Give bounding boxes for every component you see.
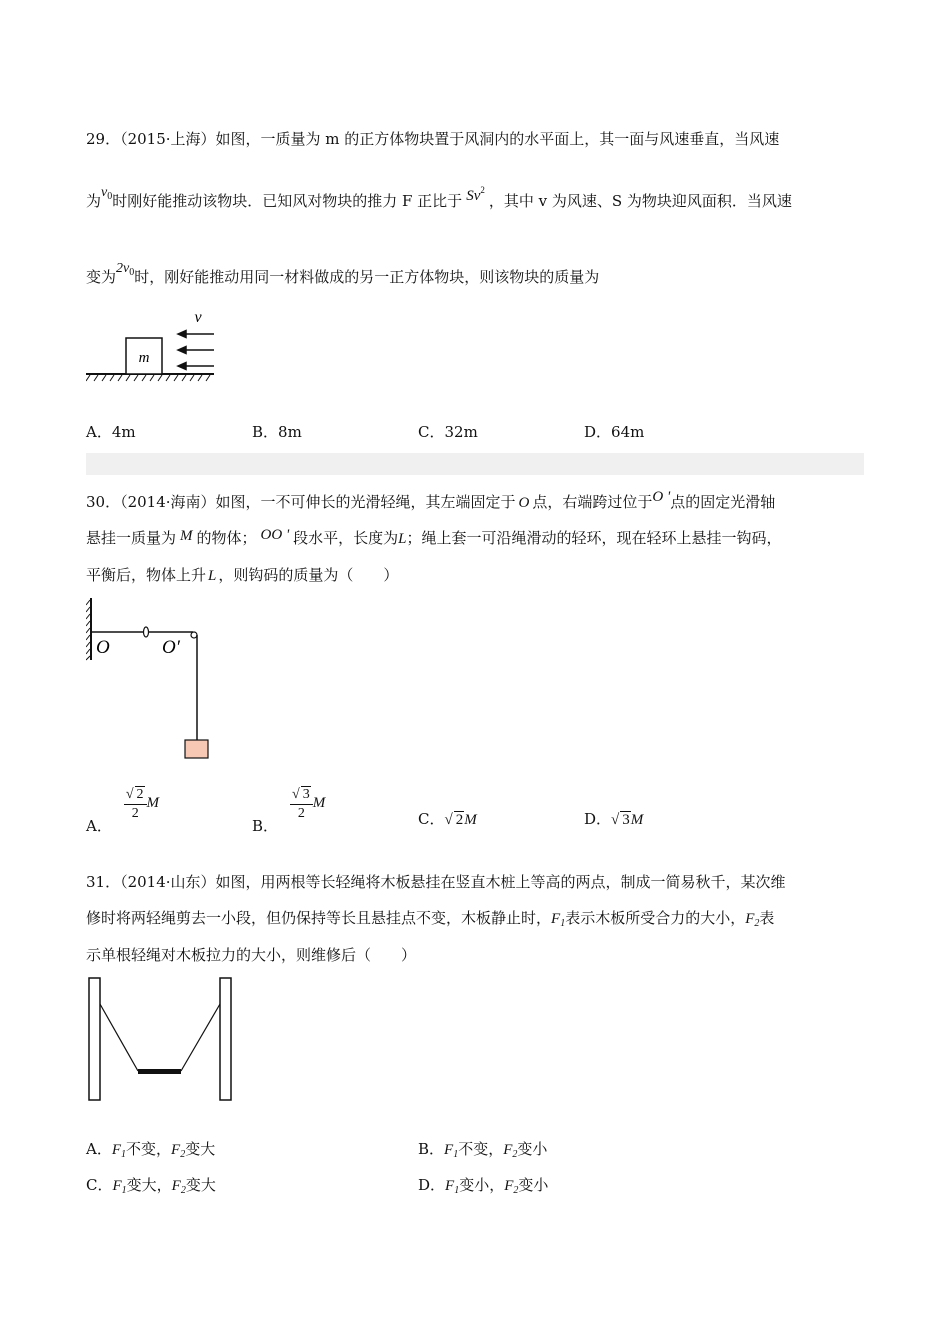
- hanging-mass: [185, 740, 208, 758]
- q29-option-d[interactable]: D．64m: [584, 423, 645, 441]
- q29-line-2: 为$v_0$时刚好能推动该物块．已知风对物块的推力 F 正比于 Sv$^2$，其中 v 为风速、S 为物块迎风面积．当风速: [86, 185, 792, 210]
- wall-hatching: [86, 600, 90, 660]
- pulley-axle: [191, 632, 197, 638]
- light-ring: [144, 627, 149, 637]
- q30-line-3: 平衡后，物体上升 L ，则钩码的质量为（ ）: [86, 566, 399, 584]
- q31-option-a[interactable]: A．$F_1$不变，$F_2$变大: [86, 1140, 216, 1160]
- q30-line-2: 悬挂一质量为 M 的物体； OO ' 段水平，长度为L；绳上套一可沿绳滑动的轻环，现在轻环上悬挂一钩码，: [86, 527, 782, 547]
- q31-option-b[interactable]: B．$F_1$不变，$F_2$变小: [418, 1140, 548, 1160]
- wind-arrows: [178, 331, 214, 370]
- left-post: [89, 978, 100, 1100]
- section-divider-band: [86, 453, 864, 475]
- q29-option-c[interactable]: C．32m: [418, 423, 478, 441]
- q29-line-1: 29．（2015·上海）如图，一质量为 m 的正方体物块置于风洞内的水平面上，其一面与风速垂直，当风速: [86, 130, 780, 148]
- q31-line-1: 31．（2014·山东）如图，用两根等长轻绳将木板悬挂在竖直木桩上等高的两点，制成一简易秋千，某次维: [86, 873, 786, 891]
- q29-figure: [86, 306, 226, 386]
- point-o-label: O: [96, 637, 110, 658]
- q31-line-2: 修时将两轻绳剪去一小段，但仍保持等长且悬挂点不变，木板静止时，$F_1$表示木板所受合力的大小，$F_2$表: [86, 909, 775, 929]
- left-rope: [100, 1004, 138, 1071]
- q30-option-c[interactable]: C．√ 2M: [418, 810, 477, 828]
- ground-hatching: [86, 375, 210, 381]
- 2v0-symbol: $2v_0$: [116, 261, 135, 278]
- q30-option-d[interactable]: D．√ 3M: [584, 810, 644, 828]
- q30-option-a[interactable]: A． $\frac{√ 2}{2}$ M: [86, 787, 160, 835]
- q31-line-3: 示单根轻绳对木板拉力的大小，则维修后（ ）: [86, 946, 417, 964]
- q31-option-c[interactable]: C．$F_1$变大，$F_2$变大: [86, 1176, 216, 1196]
- sv2-symbol: Sv$^2$: [466, 185, 485, 204]
- q29-option-a[interactable]: A．4m: [86, 423, 136, 441]
- wind-velocity-label: v: [194, 309, 202, 326]
- q31-figure: [86, 976, 236, 1104]
- v0-symbol: $v_0$: [101, 185, 113, 202]
- right-post: [220, 978, 231, 1100]
- q30-figure: [86, 598, 216, 764]
- q29-option-b[interactable]: B．8m: [252, 423, 302, 441]
- q31-option-d[interactable]: D．$F_1$变小，$F_2$变小: [418, 1176, 549, 1196]
- q30-option-b[interactable]: B． $\frac{√ 3}{2}$ M: [252, 787, 326, 835]
- q30-line-1: 30．（2014·海南）如图，一不可伸长的光滑轻绳，其左端固定于 O 点，右端跨过位于O '点的固定光滑轴: [86, 489, 776, 511]
- q29-line-3: 变为$2v_0$时，刚好能推动用同一材料做成的另一正方体物块，则该物块的质量为: [86, 261, 600, 286]
- swing-board: [138, 1069, 181, 1074]
- right-rope: [181, 1004, 220, 1071]
- mass-label: m: [138, 350, 150, 366]
- point-o-prime-label: O′: [162, 637, 180, 658]
